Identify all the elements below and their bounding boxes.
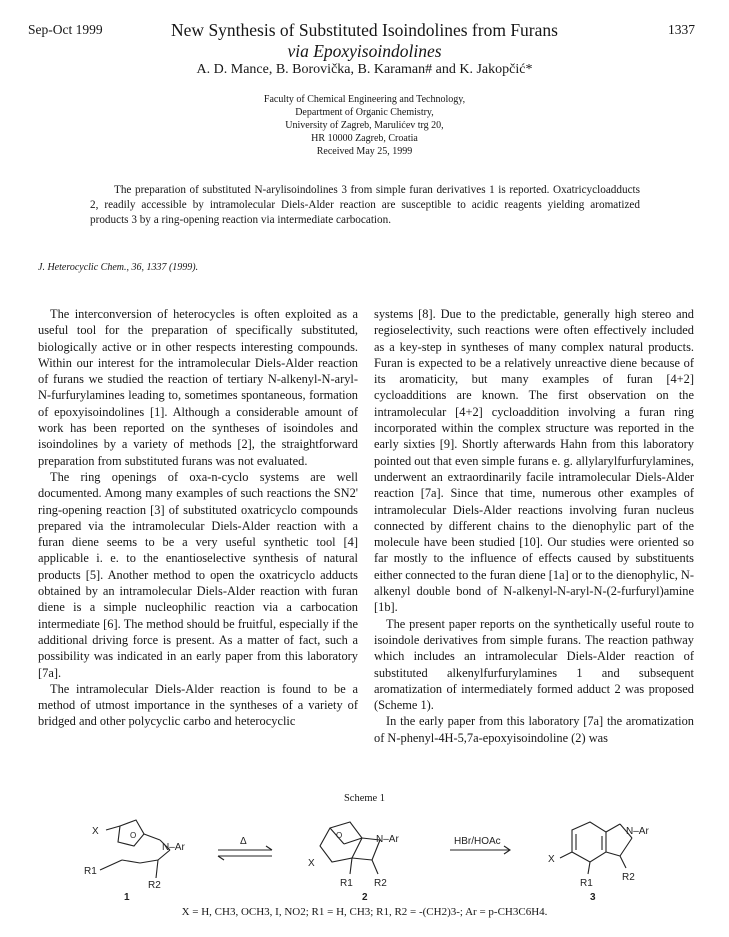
- right-column: [374, 306, 694, 746]
- affiliation-line: University of Zagreb, Marulićev trg 20,: [285, 120, 444, 131]
- reaction-scheme: [40, 808, 690, 903]
- compound-number-1: 1: [124, 892, 130, 903]
- scheme-r2-label: R2: [622, 872, 635, 883]
- scheme-footnote: X = H, CH3, OCH3, I, NO2; R1 = H, CH3; R1, R2 = -(CH2)3-; Ar = p-CH3C6H4.: [181, 906, 548, 918]
- scheme-r2-label: R2: [374, 878, 387, 889]
- arrow-reagent-label: HBr/HOAc: [454, 836, 501, 847]
- scheme-o-label: O: [130, 831, 137, 840]
- paragraph: systems [8]. Due to the predictable, generally high stereo and regioselectivity, such reactions were often effectively included as a key-step in syntheses of many complex natural products. Furan is expected to be a relatively unreactive diene because of its aromaticity, but many examples of furan [4+2] cycloadditions are known. The first observation on the intramolecular [4+2] cycloaddition involving a furan ring incorporated within the complex structure was reported in the early sixties [9]. Shortly afterwards Hahn from this laboratory pointed out that even simple furans e. g. allylarylfurfurylamines, underwent an extraordinarily facile intramolecular Diels-Alder reaction [7a]. Since that time, numerous other examples of intramolecular Diels-Alder reactions involving furan nucleus connected by different chains to the dienophylic part of the molecule have been studied [10]. Our studies were oriented so far mostly to the influence of effects caused by substituents either connected to the furan diene [1a] or to the dienophylic, N-alkenyl double bond of N-alkenyl-N-aryl-N-(2-furfuryl)amine [1b].: [374, 307, 694, 615]
- compound-number-3: 3: [590, 892, 596, 903]
- scheme-label: Scheme 1: [343, 793, 386, 804]
- scheme-r2-label: R2: [148, 880, 161, 891]
- paragraph: In the early paper from this laboratory [7a] the aromatization of N-phenyl-4H-5,7a-epoxyisoindoline (2) was: [374, 714, 694, 745]
- arrow-delta-label: Δ: [240, 836, 247, 847]
- left-column: [38, 306, 358, 730]
- received-date: Received May 25, 1999: [316, 146, 413, 157]
- scheme-nar-label: N–Ar: [626, 826, 649, 837]
- title-line-1: New Synthesis of Substituted Isoindolines from Furans: [171, 20, 558, 40]
- scheme-r1-label: R1: [84, 866, 97, 877]
- authors: A. D. Mance, B. Borovička, B. Karaman# and K. Jakopčić*: [196, 62, 533, 77]
- scheme-nar-label: N–Ar: [376, 834, 399, 845]
- article-title: [0, 20, 729, 62]
- scheme-x-label: X: [308, 858, 315, 869]
- compound-2-structure: [320, 822, 380, 874]
- paragraph: The ring openings of oxa-n-cyclo systems are well documented. Among many examples of such reactions the SN2' ring-opening reaction [3] of substituted oxatricyclo compounds prepared via the intramolecular Diels-Alder reaction with a furan diene seems to be a very useful synthetic tool [4] applicable i. e. to the enantioselective synthesis of natural products [5]. Another method to open the oxatricyclo adducts obtained by an intramolecular Diels-Alder reaction with furan diene is a simple nucleophilic reaction via a carbocation intermediate [6]. The method should be fruitful, especially if the additional driving force is present. As a matter of fact, such a possibility was indicated in an early paper from this laboratory [7a].: [38, 469, 358, 680]
- compound-3-structure: [560, 822, 632, 874]
- paragraph: The present paper reports on the synthetically useful route to isoindole derivatives from simple furans. The reaction pathway which includes an intramolecular Diels-Alder reaction of substituted alkenylfurfurylamines 1 and subsequent aromatization of intermediately formed adduct 2 was proposed (Scheme 1).: [374, 616, 694, 713]
- scheme-x-label: X: [548, 854, 555, 865]
- paragraph: The intramolecular Diels-Alder reaction is found to be a method of utmost importance in the syntheses of a variety of bridged and other polycyclic carbo and heterocyclic: [38, 681, 358, 729]
- affiliation-line: Faculty of Chemical Engineering and Technology,: [263, 94, 466, 105]
- compound-number-2: 2: [362, 892, 368, 903]
- scheme-o-label: O: [336, 831, 343, 840]
- scheme-r1-label: R1: [580, 878, 593, 889]
- journal-date: Sep-Oct 1999: [28, 22, 103, 37]
- page-number: 1337: [668, 22, 695, 37]
- paragraph: The interconversion of heterocycles is often exploited as a useful tool for the preparation of specifically substituted, biologically active or in other respects interesting compounds. Within our interest for the intramolecular Diels-Alder reaction of furans we studied the reaction of tertiary N-alkenyl-N-aryl-N-furfurylamines leading to, sometimes spontaneous, formation of epoxyisoindolines [1]. Although a considerable amount of work has been reported on the syntheses of isoindoles and isoindolines by a variety of methods [2], the straightforward preparation from substituted furans was not evaluated.: [38, 307, 358, 468]
- title-line-2: via Epoxyisoindolines: [287, 41, 442, 61]
- affiliation-line: Department of Organic Chemistry,: [295, 107, 434, 118]
- scheme-nar-label: N–Ar: [162, 842, 185, 853]
- scheme-r1-label: R1: [340, 878, 353, 889]
- affiliation: [0, 93, 729, 158]
- abstract: The preparation of substituted N-arylisoindolines 3 from simple furan derivatives 1 is reported. Oxatricycloadducts 2, readily accessible by intramolecular Diels-Alder reaction are susceptible to acidic reagents yielding aromatized products 3 by a ring-opening reaction via intermediate carbocation.: [90, 184, 640, 226]
- scheme-x-label: X: [92, 826, 99, 837]
- journal-citation: J. Heterocyclic Chem., 36, 1337 (1999).: [38, 262, 199, 273]
- affiliation-line: HR 10000 Zagreb, Croatia: [311, 133, 418, 144]
- compound-1-structure: [100, 820, 170, 878]
